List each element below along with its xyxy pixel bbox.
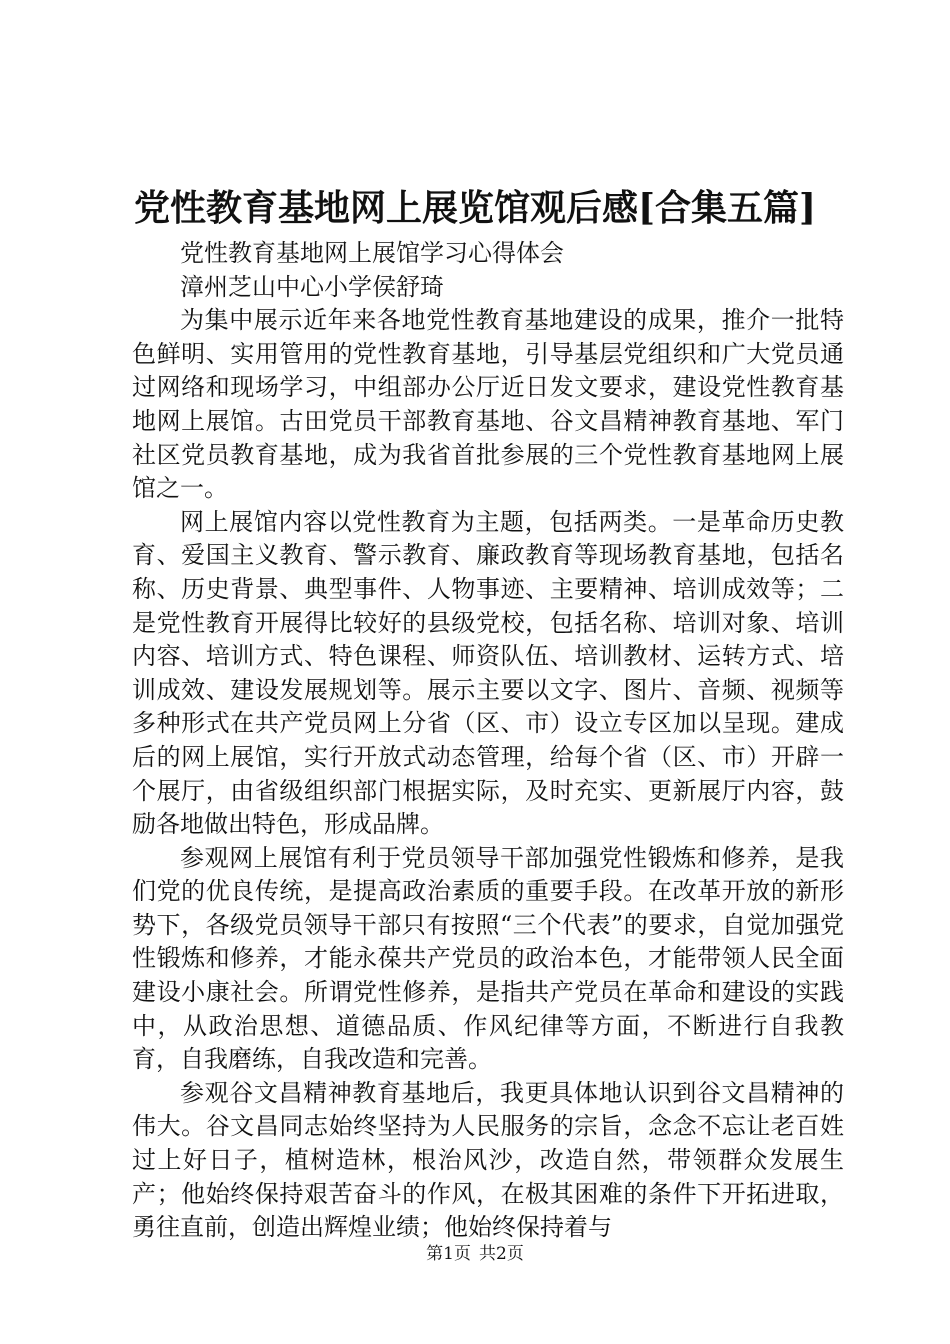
page-count: 共2页 xyxy=(479,1244,524,1264)
paragraph: 网上展馆内容以党性教育为主题，包括两类。一是革命历史教育、爱国主义教育、警示教育、廉政教育等现场教育基地，包括名称、历史背景、典型事件、人物事迹、主要精神、培训成效等；二是党性教育开展得比较好的县级党校，包括名称、培训对象、培训内容、培训方式、特色课程、师资队伍、培训教材、运转方式、培训成效、建设发展规划等。展示主要以文字、图片、音频、视频等多种形式在共产党员网上分省（区、市）设立专区加以呈现。建成后的网上展馆，实行开放式动态管理，给每个省（区、市）开辟一个展厅，由省级组织部门根据实际，及时充实、更新展厅内容，鼓励各地做出特色，形成品牌。 xyxy=(132,507,844,839)
page-number: 第1页 xyxy=(426,1244,471,1264)
subtitle-line: 党性教育基地网上展馆学习心得体会 xyxy=(180,239,564,267)
paragraph: 参观网上展馆有利于党员领导干部加强党性锻炼和修养，是我们党的优良传统，是提高政治素质的重要手段。在改革开放的新形势下，各级党员领导干部只有按照“三个代表”的要求，自觉加强党性锻炼和修养，才能永葆共产党员的政治本色，才能带领人民全面建设小康社会。所谓党性修养，是指共产党员在革命和建设的实践中，从政治思想、道德品质、作风纪律等方面，不断进行自我教育，自我磨练，自我改造和完善。 xyxy=(132,843,844,1074)
paragraph: 为集中展示近年来各地党性教育基地建设的成果，推介一批特色鲜明、实用管用的党性教育基地，引导基层党组织和广大党员通过网络和现场学习，中组部办公厅近日发文要求，建设党性教育基地网上展馆。古田党员干部教育基地、谷文昌精神教育基地、军门社区党员教育基地，成为我省首批参展的三个党性教育基地网上展馆之一。 xyxy=(132,306,844,503)
document-title: 党性教育基地网上展览馆观后感[合集五篇] xyxy=(133,187,817,229)
author-line: 漳州芝山中心小学侯舒琦 xyxy=(180,272,444,301)
paragraph: 参观谷文昌精神教育基地后，我更具体地认识到谷文昌精神的伟大。谷文昌同志始终坚持为人民服务的宗旨，念念不忘让老百姓过上好日子，植树造林，根治风沙，改造自然，带领群众发展生产；他始终保持艰苦奋斗的作风，在极其困难的条件下开拓进取，勇往直前，创造出辉煌业绩；他始终保持着与 xyxy=(132,1078,844,1242)
document-body xyxy=(132,237,844,1245)
page-footer xyxy=(0,1242,950,1266)
